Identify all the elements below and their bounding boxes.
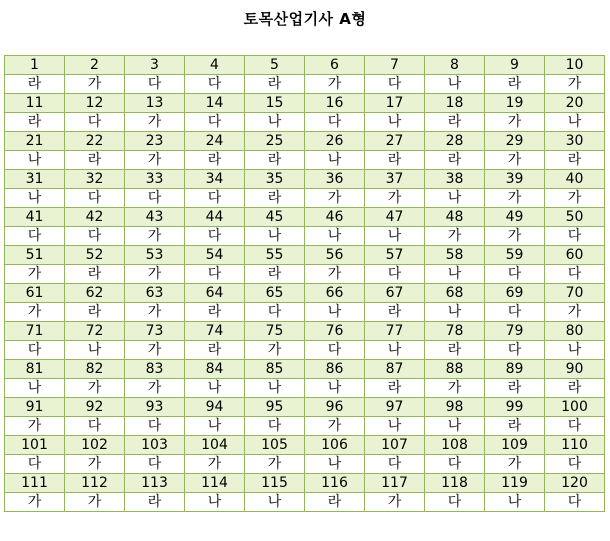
answer-cell: 나 (365, 417, 425, 436)
question-number: 8 (425, 56, 485, 75)
question-number: 63 (125, 284, 185, 303)
question-number: 101 (5, 436, 65, 455)
answer-cell: 가 (485, 227, 545, 246)
question-number: 6 (305, 56, 365, 75)
question-number: 111 (5, 474, 65, 493)
answer-cell: 나 (305, 227, 365, 246)
answer-cell: 라 (425, 151, 485, 170)
answer-cell: 가 (425, 379, 485, 398)
answer-cell: 가 (485, 455, 545, 474)
answer-cell: 나 (185, 379, 245, 398)
answer-cell: 다 (125, 455, 185, 474)
answer-cell: 나 (305, 151, 365, 170)
question-number: 2 (65, 56, 125, 75)
answer-cell: 라 (365, 303, 425, 322)
question-number: 34 (185, 170, 245, 189)
answer-cell: 다 (485, 303, 545, 322)
question-number-row (5, 170, 605, 189)
answer-cell: 다 (245, 303, 305, 322)
answer-cell: 라 (185, 303, 245, 322)
question-number: 68 (425, 284, 485, 303)
question-number: 24 (185, 132, 245, 151)
answer-cell: 다 (545, 417, 605, 436)
answer-cell: 다 (545, 493, 605, 512)
question-number: 103 (125, 436, 185, 455)
answer-cell: 가 (485, 189, 545, 208)
question-number: 102 (65, 436, 125, 455)
answer-cell: 가 (65, 75, 125, 94)
answer-cell: 가 (305, 265, 365, 284)
answer-cell: 다 (545, 455, 605, 474)
answer-cell: 가 (125, 303, 185, 322)
question-number: 47 (365, 208, 425, 227)
question-number: 78 (425, 322, 485, 341)
question-number: 113 (125, 474, 185, 493)
answer-cell: 다 (65, 417, 125, 436)
question-number: 109 (485, 436, 545, 455)
question-number: 37 (365, 170, 425, 189)
question-number: 36 (305, 170, 365, 189)
answer-cell: 다 (425, 455, 485, 474)
answer-cell: 가 (365, 493, 425, 512)
question-number: 61 (5, 284, 65, 303)
answer-cell: 다 (125, 75, 185, 94)
question-number-row (5, 474, 605, 493)
answer-cell: 라 (425, 113, 485, 132)
answer-cell: 가 (5, 493, 65, 512)
answer-cell: 다 (185, 227, 245, 246)
answer-cell: 가 (545, 303, 605, 322)
question-number: 62 (65, 284, 125, 303)
question-number: 7 (365, 56, 425, 75)
answer-row (5, 303, 605, 322)
answer-cell: 다 (365, 455, 425, 474)
answer-cell: 다 (185, 75, 245, 94)
answer-cell: 가 (365, 189, 425, 208)
answer-cell: 라 (65, 265, 125, 284)
answer-cell: 가 (485, 113, 545, 132)
question-number: 115 (245, 474, 305, 493)
answer-row (5, 113, 605, 132)
answer-cell: 다 (185, 265, 245, 284)
answer-cell: 라 (65, 151, 125, 170)
answer-cell: 가 (545, 189, 605, 208)
answer-cell: 가 (5, 303, 65, 322)
question-number: 117 (365, 474, 425, 493)
question-number-row (5, 56, 605, 75)
question-number: 114 (185, 474, 245, 493)
answer-cell: 가 (485, 151, 545, 170)
question-number: 83 (125, 360, 185, 379)
question-number: 73 (125, 322, 185, 341)
answer-cell: 라 (365, 379, 425, 398)
answer-row (5, 379, 605, 398)
answer-cell: 나 (425, 303, 485, 322)
answer-row (5, 189, 605, 208)
question-number: 67 (365, 284, 425, 303)
question-number: 105 (245, 436, 305, 455)
answer-cell: 다 (365, 265, 425, 284)
answer-cell: 가 (125, 113, 185, 132)
answer-cell: 가 (125, 151, 185, 170)
answer-cell: 가 (245, 341, 305, 360)
question-number: 42 (65, 208, 125, 227)
question-number: 35 (245, 170, 305, 189)
question-number: 116 (305, 474, 365, 493)
answer-cell: 라 (485, 75, 545, 94)
answer-cell: 라 (125, 493, 185, 512)
question-number: 13 (125, 94, 185, 113)
question-number: 118 (425, 474, 485, 493)
answer-cell: 나 (305, 455, 365, 474)
question-number-row (5, 436, 605, 455)
question-number: 75 (245, 322, 305, 341)
question-number: 38 (425, 170, 485, 189)
answer-cell: 다 (185, 113, 245, 132)
answer-row (5, 227, 605, 246)
answer-cell: 나 (365, 341, 425, 360)
question-number: 29 (485, 132, 545, 151)
answer-cell: 나 (545, 113, 605, 132)
question-number: 77 (365, 322, 425, 341)
answer-cell: 나 (425, 75, 485, 94)
question-number: 56 (305, 246, 365, 265)
question-number: 43 (125, 208, 185, 227)
answer-cell: 가 (5, 265, 65, 284)
answer-cell: 나 (365, 227, 425, 246)
answer-cell: 라 (5, 75, 65, 94)
answer-cell: 나 (5, 151, 65, 170)
answer-row (5, 455, 605, 474)
answer-cell: 라 (305, 493, 365, 512)
question-number: 66 (305, 284, 365, 303)
answer-cell: 가 (125, 341, 185, 360)
answer-row (5, 341, 605, 360)
question-number: 79 (485, 322, 545, 341)
question-number: 70 (545, 284, 605, 303)
question-number-row (5, 246, 605, 265)
answer-cell: 다 (365, 75, 425, 94)
question-number: 71 (5, 322, 65, 341)
question-number: 55 (245, 246, 305, 265)
question-number: 82 (65, 360, 125, 379)
question-number: 87 (365, 360, 425, 379)
question-number: 41 (5, 208, 65, 227)
answer-cell: 라 (425, 341, 485, 360)
question-number-row (5, 360, 605, 379)
question-number: 49 (485, 208, 545, 227)
question-number: 54 (185, 246, 245, 265)
question-number: 50 (545, 208, 605, 227)
question-number: 30 (545, 132, 605, 151)
question-number: 119 (485, 474, 545, 493)
question-number: 11 (5, 94, 65, 113)
question-number: 15 (245, 94, 305, 113)
question-number: 92 (65, 398, 125, 417)
answer-cell: 나 (305, 303, 365, 322)
answer-cell: 나 (5, 379, 65, 398)
question-number: 46 (305, 208, 365, 227)
question-number: 31 (5, 170, 65, 189)
question-number: 27 (365, 132, 425, 151)
question-number: 100 (545, 398, 605, 417)
question-number: 26 (305, 132, 365, 151)
question-number: 51 (5, 246, 65, 265)
answer-row (5, 265, 605, 284)
question-number: 80 (545, 322, 605, 341)
answer-cell: 라 (485, 379, 545, 398)
question-number: 22 (65, 132, 125, 151)
answer-cell: 가 (65, 455, 125, 474)
answer-cell: 다 (65, 113, 125, 132)
question-number: 74 (185, 322, 245, 341)
question-number: 76 (305, 322, 365, 341)
question-number: 72 (65, 322, 125, 341)
answer-cell: 나 (425, 189, 485, 208)
answer-cell: 라 (365, 151, 425, 170)
question-number: 88 (425, 360, 485, 379)
question-number: 106 (305, 436, 365, 455)
question-number: 108 (425, 436, 485, 455)
answer-cell: 나 (245, 227, 305, 246)
question-number: 93 (125, 398, 185, 417)
answer-cell: 가 (65, 493, 125, 512)
answer-cell: 가 (245, 455, 305, 474)
question-number: 95 (245, 398, 305, 417)
answer-cell: 가 (425, 227, 485, 246)
answer-cell: 다 (305, 113, 365, 132)
answer-cell: 다 (65, 189, 125, 208)
answer-row (5, 75, 605, 94)
answer-cell: 가 (545, 75, 605, 94)
question-number: 28 (425, 132, 485, 151)
answer-cell: 가 (65, 379, 125, 398)
question-number: 25 (245, 132, 305, 151)
answer-cell: 라 (545, 379, 605, 398)
answer-cell: 라 (245, 265, 305, 284)
answer-cell: 다 (485, 265, 545, 284)
answer-cell: 가 (5, 417, 65, 436)
answer-cell: 가 (305, 189, 365, 208)
answer-cell: 나 (365, 113, 425, 132)
question-number: 10 (545, 56, 605, 75)
answer-cell: 다 (5, 227, 65, 246)
question-number: 14 (185, 94, 245, 113)
answer-cell: 나 (485, 493, 545, 512)
question-number: 53 (125, 246, 185, 265)
answer-cell: 나 (245, 113, 305, 132)
answer-cell: 나 (245, 379, 305, 398)
question-number: 4 (185, 56, 245, 75)
question-number: 94 (185, 398, 245, 417)
question-number: 99 (485, 398, 545, 417)
answer-cell: 다 (545, 227, 605, 246)
question-number: 16 (305, 94, 365, 113)
answer-cell: 다 (485, 341, 545, 360)
question-number: 39 (485, 170, 545, 189)
question-number: 19 (485, 94, 545, 113)
answer-cell: 가 (305, 417, 365, 436)
answer-cell: 가 (185, 455, 245, 474)
answer-cell: 다 (125, 189, 185, 208)
question-number: 110 (545, 436, 605, 455)
question-number: 107 (365, 436, 425, 455)
answer-cell: 나 (425, 417, 485, 436)
question-number: 3 (125, 56, 185, 75)
question-number: 57 (365, 246, 425, 265)
question-number: 90 (545, 360, 605, 379)
question-number: 81 (5, 360, 65, 379)
question-number: 96 (305, 398, 365, 417)
question-number: 58 (425, 246, 485, 265)
question-number: 60 (545, 246, 605, 265)
answer-cell: 다 (305, 341, 365, 360)
answer-cell: 다 (185, 189, 245, 208)
question-number: 48 (425, 208, 485, 227)
question-number: 120 (545, 474, 605, 493)
answer-cell: 라 (245, 151, 305, 170)
answer-cell: 라 (245, 189, 305, 208)
answer-row (5, 151, 605, 170)
question-number-row (5, 208, 605, 227)
question-number: 64 (185, 284, 245, 303)
answer-cell: 라 (245, 75, 305, 94)
question-number: 40 (545, 170, 605, 189)
answer-cell: 다 (545, 265, 605, 284)
question-number: 1 (5, 56, 65, 75)
question-number-row (5, 322, 605, 341)
question-number: 44 (185, 208, 245, 227)
answer-cell: 가 (125, 379, 185, 398)
question-number-row (5, 398, 605, 417)
answer-cell: 나 (5, 189, 65, 208)
answer-cell: 다 (425, 493, 485, 512)
answer-cell: 나 (305, 379, 365, 398)
answer-cell: 다 (245, 417, 305, 436)
answer-cell: 다 (65, 227, 125, 246)
question-number: 17 (365, 94, 425, 113)
question-number: 18 (425, 94, 485, 113)
question-number: 5 (245, 56, 305, 75)
question-number-row (5, 94, 605, 113)
answer-cell: 가 (305, 75, 365, 94)
question-number: 86 (305, 360, 365, 379)
question-number: 23 (125, 132, 185, 151)
answer-cell: 나 (425, 265, 485, 284)
question-number: 97 (365, 398, 425, 417)
answer-cell: 라 (185, 151, 245, 170)
answer-cell: 라 (185, 341, 245, 360)
question-number: 12 (65, 94, 125, 113)
question-number: 20 (545, 94, 605, 113)
answer-cell: 가 (125, 227, 185, 246)
answer-cell: 다 (5, 455, 65, 474)
question-number: 112 (65, 474, 125, 493)
question-number-row (5, 132, 605, 151)
answer-cell: 나 (185, 417, 245, 436)
question-number: 32 (65, 170, 125, 189)
answer-cell: 라 (5, 113, 65, 132)
question-number: 91 (5, 398, 65, 417)
question-number-row (5, 284, 605, 303)
question-number: 104 (185, 436, 245, 455)
answer-cell: 라 (545, 151, 605, 170)
answer-row (5, 417, 605, 436)
question-number: 85 (245, 360, 305, 379)
answer-row (5, 493, 605, 512)
answer-cell: 나 (245, 493, 305, 512)
question-number: 98 (425, 398, 485, 417)
answer-cell: 나 (65, 341, 125, 360)
question-number: 21 (5, 132, 65, 151)
answer-cell: 다 (125, 417, 185, 436)
answer-cell: 라 (485, 417, 545, 436)
question-number: 33 (125, 170, 185, 189)
question-number: 45 (245, 208, 305, 227)
answer-cell: 다 (5, 341, 65, 360)
answer-key-table (4, 55, 605, 512)
answer-cell: 라 (65, 303, 125, 322)
question-number: 69 (485, 284, 545, 303)
answer-cell: 나 (545, 341, 605, 360)
answer-cell: 나 (185, 493, 245, 512)
page-title: 토목산업기사 A형 (243, 10, 367, 28)
answer-cell: 가 (125, 265, 185, 284)
question-number: 9 (485, 56, 545, 75)
question-number: 84 (185, 360, 245, 379)
question-number: 52 (65, 246, 125, 265)
question-number: 65 (245, 284, 305, 303)
question-number: 89 (485, 360, 545, 379)
question-number: 59 (485, 246, 545, 265)
